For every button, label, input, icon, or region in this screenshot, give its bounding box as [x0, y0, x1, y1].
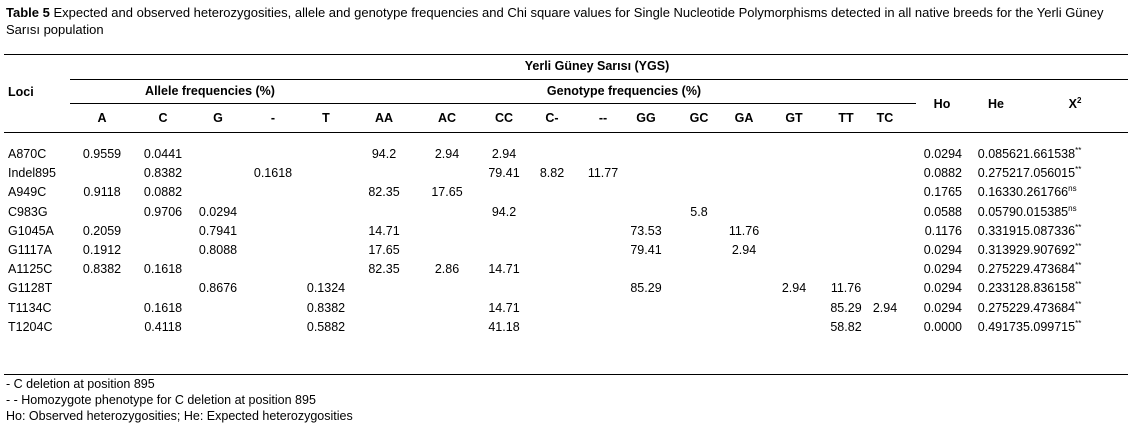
he-cell: 0.0579	[977, 204, 1016, 219]
he-cell: 0.2331	[977, 281, 1016, 296]
locus-cell: T1204C	[8, 319, 53, 334]
significance-mark: **	[1075, 222, 1082, 232]
chi-square-value: 0.261766	[1016, 185, 1069, 200]
significance-mark: **	[1075, 280, 1082, 290]
genotype-group-header: Genotype frequencies (%)	[546, 84, 702, 98]
value-cell: 0.9559	[82, 147, 122, 161]
he-cell: 0.3139	[977, 243, 1016, 257]
chi-square-cell	[1016, 320, 1081, 334]
top-rule	[4, 54, 1128, 55]
column-header: GT	[785, 111, 803, 125]
locus-cell: T1134C	[8, 300, 52, 315]
value-cell: 73.53	[630, 223, 662, 238]
loci-header: Loci	[8, 85, 34, 99]
chi-square-cell	[1016, 205, 1077, 219]
value-cell: 14.71	[368, 223, 400, 238]
value-cell: 2.94	[781, 281, 807, 296]
value-cell: 0.0441	[143, 147, 183, 161]
significance-mark: **	[1075, 299, 1082, 309]
value-cell: 2.94	[872, 300, 898, 315]
value-cell: 0.0882	[143, 185, 183, 200]
column-header: --	[598, 111, 608, 125]
chi-superscript: 2	[1076, 95, 1082, 105]
column-header: TC	[876, 111, 894, 125]
ho-cell: 0.1765	[923, 185, 962, 200]
locus-cell: A1125C	[8, 262, 53, 277]
value-cell: 14.71	[488, 300, 520, 315]
value-cell: 0.8676	[198, 281, 238, 296]
he-cell: 0.2752	[977, 166, 1016, 181]
value-cell: 2.94	[731, 243, 757, 257]
column-header: AC	[437, 111, 457, 125]
value-cell: 94.2	[371, 147, 397, 161]
chi-symbol: X	[1068, 97, 1077, 111]
he-cell: 0.0856	[977, 147, 1016, 161]
value-cell: 2.94	[434, 147, 460, 161]
value-cell: 17.65	[368, 243, 400, 257]
chi-square-cell	[1016, 262, 1081, 276]
significance-mark: ns	[1068, 203, 1077, 213]
ho-header: Ho	[933, 97, 951, 111]
chi-square-cell	[1016, 243, 1081, 257]
significance-mark: **	[1075, 145, 1082, 155]
value-cell: 79.41	[630, 243, 662, 257]
ho-cell: 0.0294	[923, 281, 962, 296]
chi-square-cell	[1016, 224, 1081, 238]
chi-square-value: 0.015385	[1016, 204, 1069, 219]
chi-square-cell	[1016, 147, 1081, 161]
column-header: A	[97, 111, 107, 125]
chi-square-value: 29.907692	[1016, 243, 1076, 257]
value-cell: 11.76	[728, 223, 760, 238]
locus-cell: Indel895	[8, 166, 56, 181]
chi-square-value: 29.473684	[1016, 262, 1076, 277]
ho-cell: 0.0294	[923, 243, 962, 257]
chi-square-value: 35.099715	[1016, 319, 1076, 334]
population-header: Yerli Güney Sarısı (YGS)	[524, 59, 670, 73]
column-header: GG	[636, 111, 656, 125]
value-cell: 85.29	[630, 281, 662, 296]
value-cell: 11.76	[830, 281, 862, 296]
significance-mark: ns	[1068, 184, 1077, 194]
ho-cell: 0.0294	[923, 262, 962, 277]
value-cell: 85.29	[830, 300, 862, 315]
he-header: He	[988, 97, 1004, 111]
column-header: GA	[734, 111, 754, 125]
significance-mark: **	[1075, 165, 1082, 175]
locus-cell: G1045A	[8, 223, 54, 238]
chi-square-cell	[1016, 185, 1077, 199]
value-cell: 0.9118	[83, 185, 121, 200]
value-cell: 14.71	[488, 262, 520, 277]
locus-cell: G1117A	[8, 243, 53, 257]
value-cell: 8.82	[539, 166, 565, 181]
table-caption	[6, 4, 1126, 38]
value-cell: 82.35	[368, 262, 400, 277]
value-cell: 0.8382	[143, 166, 183, 181]
column-header: G	[213, 111, 223, 125]
value-cell: 0.1618	[253, 166, 293, 181]
subgroup-rule	[70, 103, 916, 104]
value-cell: 2.86	[434, 262, 460, 277]
significance-mark: **	[1075, 241, 1082, 251]
value-cell: 0.1618	[143, 300, 183, 315]
chi-square-value: 15.087336	[1016, 223, 1076, 238]
value-cell: 11.77	[587, 166, 619, 181]
value-cell: 79.41	[488, 166, 520, 181]
ho-cell: 0.0294	[923, 300, 962, 315]
chi-square-value: 28.836158	[1016, 281, 1076, 296]
value-cell: 0.8382	[306, 300, 346, 315]
value-cell: 0.0294	[198, 204, 238, 219]
locus-cell: G1128T	[8, 281, 53, 296]
value-cell: 0.9706	[143, 204, 183, 219]
significance-mark: **	[1075, 318, 1082, 328]
value-cell: 82.35	[368, 185, 400, 200]
chi-square-cell	[1016, 281, 1081, 295]
ho-cell: 0.0000	[923, 319, 962, 334]
value-cell: 0.4118	[144, 319, 182, 334]
value-cell: 0.5882	[306, 319, 346, 334]
chi-square-cell	[1016, 166, 1081, 180]
population-rule	[70, 79, 1128, 80]
ho-cell: 0.1176	[924, 223, 962, 238]
column-header: TT	[838, 111, 854, 125]
column-header: AA	[374, 111, 394, 125]
ho-cell: 0.0588	[923, 204, 962, 219]
value-cell: 0.1324	[306, 281, 346, 296]
value-cell: 0.1618	[143, 262, 183, 277]
he-cell: 0.3319	[977, 223, 1016, 238]
he-cell: 0.1633	[977, 185, 1016, 200]
value-cell: 0.8382	[82, 262, 122, 277]
footnote-3: Ho: Observed heterozygosities; He: Expected heterozygosities	[6, 409, 353, 423]
locus-cell: A870C	[8, 147, 47, 161]
column-header: GC	[689, 111, 709, 125]
chi-square-header	[1069, 97, 1082, 111]
allele-group-header: Allele frequencies (%)	[145, 84, 275, 98]
he-cell: 0.4917	[977, 319, 1016, 334]
bottom-rule	[4, 374, 1128, 375]
he-cell: 0.2752	[977, 262, 1016, 277]
column-header: C	[158, 111, 168, 125]
value-cell: 2.94	[491, 147, 517, 161]
value-cell: 0.1912	[82, 243, 122, 257]
chi-square-cell	[1016, 301, 1081, 315]
chi-square-value: 21.661538	[1016, 147, 1076, 161]
value-cell: 0.8088	[198, 243, 238, 257]
value-cell: 0.2059	[82, 223, 122, 238]
value-cell: 0.7941	[198, 223, 238, 238]
ho-cell: 0.0882	[923, 166, 962, 181]
he-cell: 0.2752	[977, 300, 1016, 315]
locus-cell: C983G	[8, 204, 48, 219]
value-cell: 41.18	[488, 319, 520, 334]
column-header: T	[322, 111, 330, 125]
header-bottom-rule	[4, 132, 1128, 133]
column-header: C-	[545, 111, 559, 125]
locus-cell: A949C	[8, 185, 47, 200]
table-caption-text: Expected and observed heterozygosities, allele and genotype frequencies and Chi square values for Single Nucleotide Polymorphisms detected in all native breeds for the Yerli Güney Sarısı population	[6, 5, 1104, 37]
significance-mark: **	[1075, 261, 1082, 271]
column-header: -	[270, 111, 276, 125]
footnote-2: - - Homozygote phenotype for C deletion at position 895	[6, 393, 316, 407]
footnote-1: - C deletion at position 895	[6, 377, 155, 391]
value-cell: 94.2	[491, 204, 517, 219]
value-cell: 17.65	[431, 185, 463, 200]
chi-square-value: 17.056015	[1016, 166, 1076, 181]
value-cell: 58.82	[830, 319, 862, 334]
ho-cell: 0.0294	[923, 147, 962, 161]
value-cell: 5.8	[690, 204, 708, 219]
table-caption-label: Table 5	[6, 5, 50, 20]
column-header: CC	[494, 111, 514, 125]
chi-square-value: 29.473684	[1016, 300, 1076, 315]
